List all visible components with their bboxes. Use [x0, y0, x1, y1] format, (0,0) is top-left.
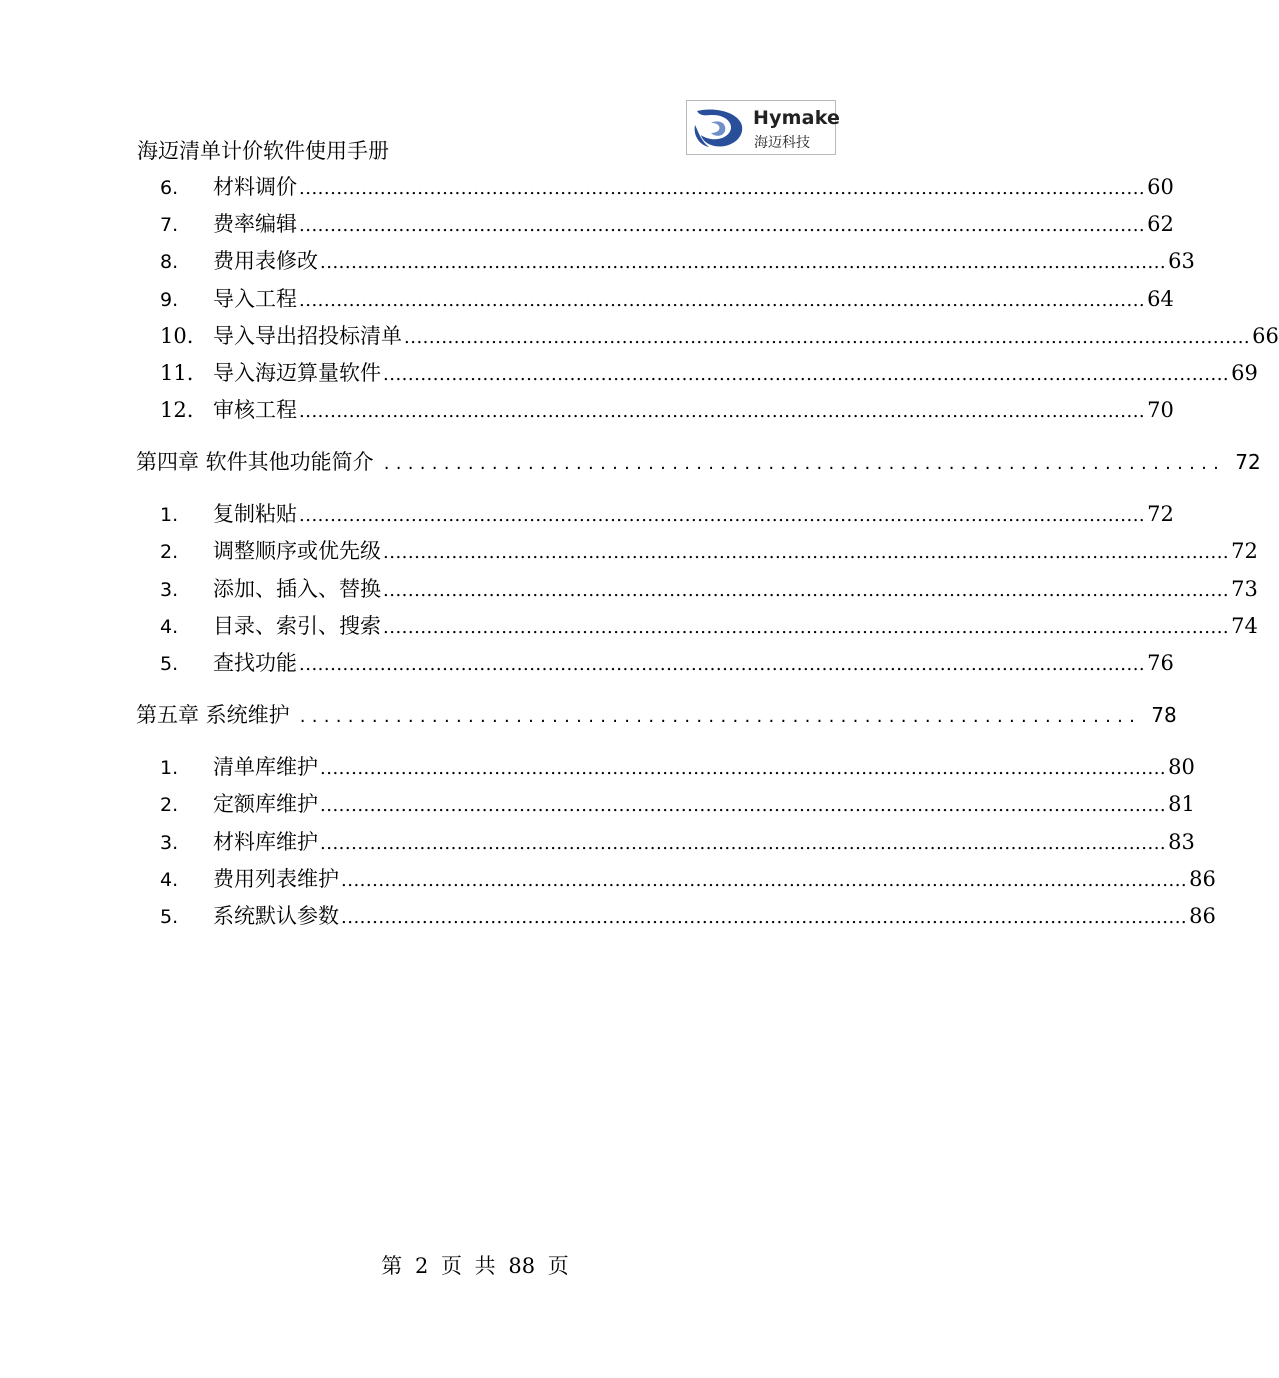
toc-entry-title: 复制粘贴 — [213, 502, 297, 526]
dot-leader: ........................................................................................................................................ — [383, 617, 1230, 638]
toc-entry-title: 导入海迈算量软件 — [213, 361, 381, 385]
toc-entry[interactable] — [160, 828, 1195, 856]
toc-entry-number: 11. — [160, 361, 194, 385]
dot-leader: ........................................................................................................................................ — [299, 178, 1146, 199]
dot-leader: ........................................................................................................................................ — [383, 580, 1230, 601]
toc-entry-page: 80 — [1168, 755, 1195, 779]
toc-chapter-5[interactable] — [136, 700, 1177, 730]
toc-entry-number: 1. — [160, 504, 179, 526]
dot-leader: ........................................................................................................................................ — [320, 758, 1167, 779]
toc-entry[interactable] — [160, 500, 1174, 528]
toc-entry[interactable] — [160, 865, 1216, 893]
toc-chapter-page: 78 — [1151, 703, 1177, 727]
dot-leader: ........................................................................................................................................ — [383, 364, 1230, 385]
toc-entry-title: 审核工程 — [213, 398, 297, 422]
toc-entry-page: 62 — [1147, 212, 1174, 236]
toc-entry[interactable] — [160, 173, 1174, 201]
toc-entry-page: 73 — [1231, 577, 1258, 601]
dot-leader: ........................................................................................................................................ — [299, 505, 1146, 526]
toc-entry-title: 调整顺序或优先级 — [213, 539, 381, 563]
toc-entry-number: 10. — [160, 324, 194, 348]
dot-leader: ........................................................................................................................................ — [341, 907, 1188, 928]
toc-entry-page: 74 — [1231, 614, 1258, 638]
logo-name-en: Hymake — [753, 107, 841, 129]
toc-entry-number: 1. — [160, 757, 179, 779]
toc-entry-title: 材料库维护 — [213, 830, 318, 854]
toc-entry[interactable] — [160, 753, 1195, 781]
dot-leader: ........................................................................................................................................ — [299, 654, 1146, 675]
toc-entry-title: 添加、插入、替换 — [213, 577, 381, 601]
toc-entry[interactable] — [160, 247, 1195, 275]
dot-leader: ........................................................................................................................................ — [383, 542, 1230, 563]
toc-entry[interactable] — [160, 285, 1174, 313]
toc-chapter-4[interactable] — [136, 447, 1261, 477]
dot-leader: ........................................................................................................................................ — [299, 215, 1146, 236]
company-logo — [686, 100, 841, 155]
toc-chapter-title: 第四章 软件其他功能简介 — [136, 450, 374, 474]
toc-entry-page: 72 — [1231, 539, 1258, 563]
toc-entry-title: 定额库维护 — [213, 792, 318, 816]
dot-leader: ........................................................................................................................................ — [341, 870, 1188, 891]
toc-entry-page: 63 — [1168, 249, 1195, 273]
toc-entry-page: 69 — [1231, 361, 1258, 385]
dot-leader: ........................................................................................................................................ — [320, 833, 1167, 854]
toc-entry-page: 72 — [1147, 502, 1174, 526]
dot-leader: ........................................................................................................................................ — [299, 290, 1146, 311]
dot-leader: ........................................................................................................................................ — [320, 252, 1167, 273]
toc-entry-number: 2. — [160, 794, 179, 816]
toc-entry-page: 66 — [1252, 324, 1279, 348]
toc-entry[interactable] — [160, 359, 1258, 387]
toc-entry-title: 系统默认参数 — [213, 904, 339, 928]
toc-entry-title: 清单库维护 — [213, 755, 318, 779]
toc-entry[interactable] — [160, 902, 1216, 930]
toc-entry-page: 86 — [1189, 867, 1216, 891]
toc-entry-title: 导入导出招投标清单 — [213, 324, 402, 348]
toc-entry-page: 81 — [1168, 792, 1195, 816]
toc-entry-page: 70 — [1147, 398, 1174, 422]
dot-leader: ...................................................................... — [299, 706, 1142, 727]
toc-entry[interactable] — [160, 537, 1258, 565]
toc-entry[interactable] — [160, 210, 1174, 238]
page-footer: 第 2 页 共 88 页 — [381, 1254, 569, 1278]
toc-entry-title: 费用列表维护 — [213, 867, 339, 891]
toc-entry[interactable] — [160, 649, 1174, 677]
toc-entry-number: 9. — [160, 289, 179, 311]
toc-entry-page: 86 — [1189, 904, 1216, 928]
toc-entry-number: 4. — [160, 616, 179, 638]
dot-leader: ........................................................................................................................................ — [320, 795, 1167, 816]
toc-entry-number: 6. — [160, 177, 179, 199]
toc-entry-title: 导入工程 — [213, 287, 297, 311]
toc-entry-number: 5. — [160, 653, 179, 675]
toc-entry-title: 费用表修改 — [213, 249, 318, 273]
dot-leader: ........................................................................................................................................ — [404, 327, 1251, 348]
logo-name-cn: 海迈科技 — [754, 135, 810, 151]
toc-entry-number: 12. — [160, 398, 194, 422]
toc-entry-title: 费率编辑 — [213, 212, 297, 236]
toc-entry-page: 76 — [1147, 651, 1174, 675]
dot-leader: ........................................................................................................................................ — [299, 401, 1146, 422]
hymake-logo-icon — [691, 105, 749, 151]
toc-chapter-title: 第五章 系统维护 — [136, 703, 290, 727]
toc-entry-number: 5. — [160, 906, 179, 928]
toc-entry[interactable] — [160, 575, 1258, 603]
toc-entry[interactable] — [160, 790, 1195, 818]
toc-entry-page: 64 — [1147, 287, 1174, 311]
dot-leader: ...................................................................... — [383, 453, 1226, 474]
toc-entry-number: 7. — [160, 214, 179, 236]
toc-entry[interactable] — [160, 396, 1174, 424]
toc-entry-number: 2. — [160, 541, 179, 563]
document-title: 海迈清单计价软件使用手册 — [137, 139, 389, 163]
toc-entry[interactable] — [160, 612, 1258, 640]
toc-chapter-page: 72 — [1235, 450, 1261, 474]
toc-entry-page: 83 — [1168, 830, 1195, 854]
toc-entry[interactable] — [160, 322, 1279, 350]
toc-entry-number: 3. — [160, 579, 179, 601]
toc-entry-title: 查找功能 — [213, 651, 297, 675]
toc-entry-page: 60 — [1147, 175, 1174, 199]
toc-entry-title: 目录、索引、搜索 — [213, 614, 381, 638]
toc-entry-title: 材料调价 — [213, 175, 297, 199]
toc-entry-number: 8. — [160, 251, 179, 273]
toc-entry-number: 3. — [160, 832, 179, 854]
toc-entry-number: 4. — [160, 869, 179, 891]
